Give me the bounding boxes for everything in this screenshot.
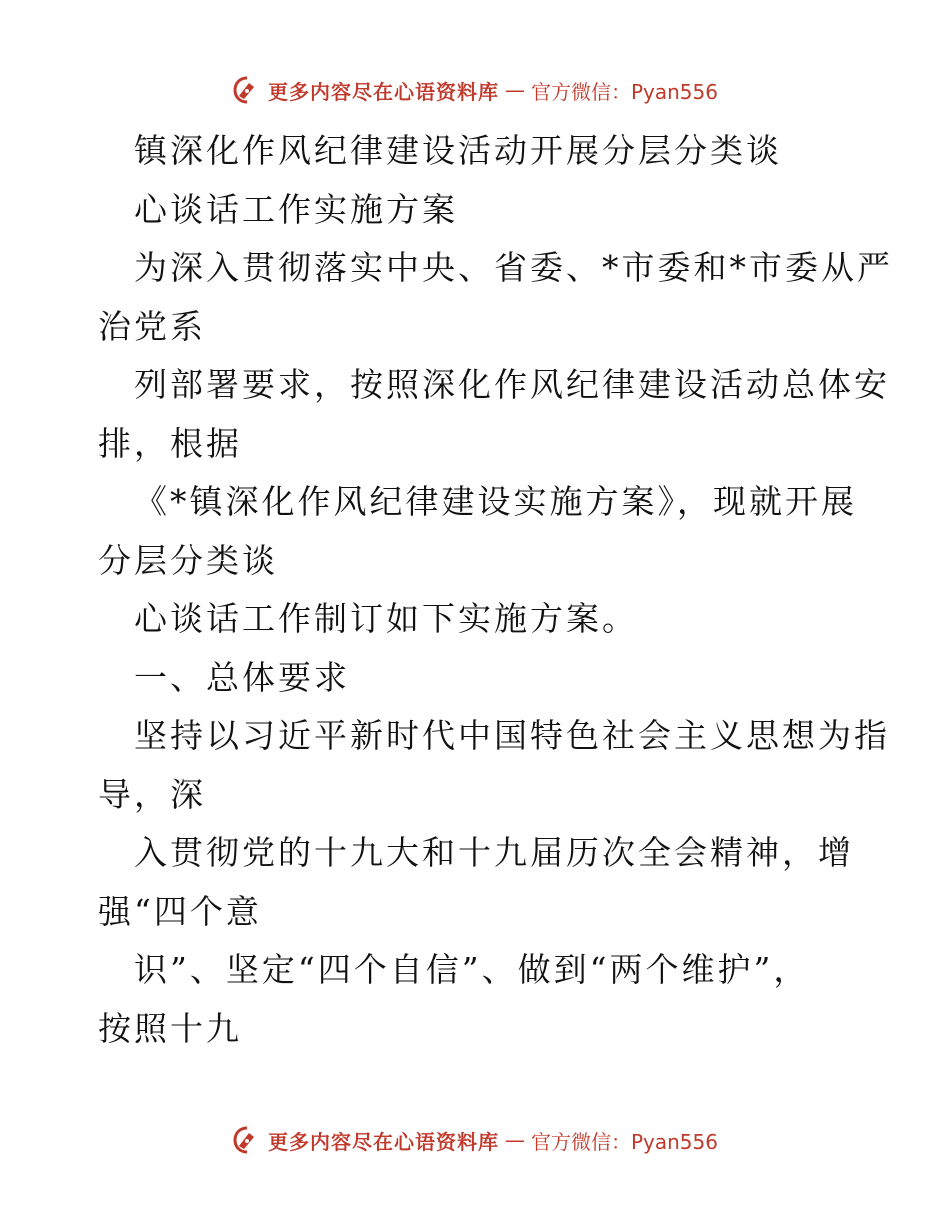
- header-watermark: [0, 70, 950, 110]
- doc-paragraph-line: 治党系: [98, 306, 206, 346]
- doc-section-heading: 一、总体要求: [134, 657, 350, 697]
- watermark-separator: —: [504, 78, 525, 102]
- doc-paragraph-line: 分层分类谈: [98, 540, 278, 580]
- footer-watermark: [0, 1120, 950, 1160]
- document-body: [98, 122, 893, 1058]
- doc-paragraph-line: 强“四个意: [98, 891, 262, 931]
- doc-paragraph-line: 心谈话工作制订如下实施方案。: [134, 599, 638, 638]
- doc-paragraph-line: 列部署要求，按照深化作风纪律建设活动总体安: [134, 365, 890, 404]
- doc-title-line-2: 心谈话工作实施方案: [134, 189, 458, 229]
- pen-nib-swirl-icon: [232, 1125, 262, 1155]
- doc-paragraph-line: 导，深: [98, 774, 206, 814]
- doc-paragraph-line: 识”、坚定“四个自信”、做到“两个维护”，: [134, 950, 810, 989]
- watermark-brand-text: 更多内容尽在心语资料库: [267, 79, 499, 104]
- doc-paragraph-line: 《*镇深化作风纪律建设实施方案》，现就开展: [134, 482, 857, 521]
- doc-paragraph-line: 排，根据: [98, 423, 242, 463]
- doc-paragraph-line: 按照十九: [98, 1008, 242, 1048]
- watermark-brand-text: 更多内容尽在心语资料库: [267, 1129, 499, 1154]
- pen-nib-swirl-icon: [232, 75, 262, 105]
- watermark-separator: —: [504, 1128, 525, 1152]
- watermark-wechat-text: 官方微信：Pyan556: [530, 1129, 718, 1154]
- doc-paragraph-line: 入贯彻党的十九大和十九届历次全会精神，增: [134, 833, 854, 872]
- watermark-wechat-text: 官方微信：Pyan556: [530, 79, 718, 104]
- doc-paragraph-line: 坚持以习近平新时代中国特色社会主义思想为指: [134, 716, 890, 755]
- doc-paragraph-line: 为深入贯彻落实中央、省委、*市委和*市委从严: [134, 248, 893, 287]
- doc-title-line-1: 镇深化作风纪律建设活动开展分层分类谈: [134, 131, 782, 170]
